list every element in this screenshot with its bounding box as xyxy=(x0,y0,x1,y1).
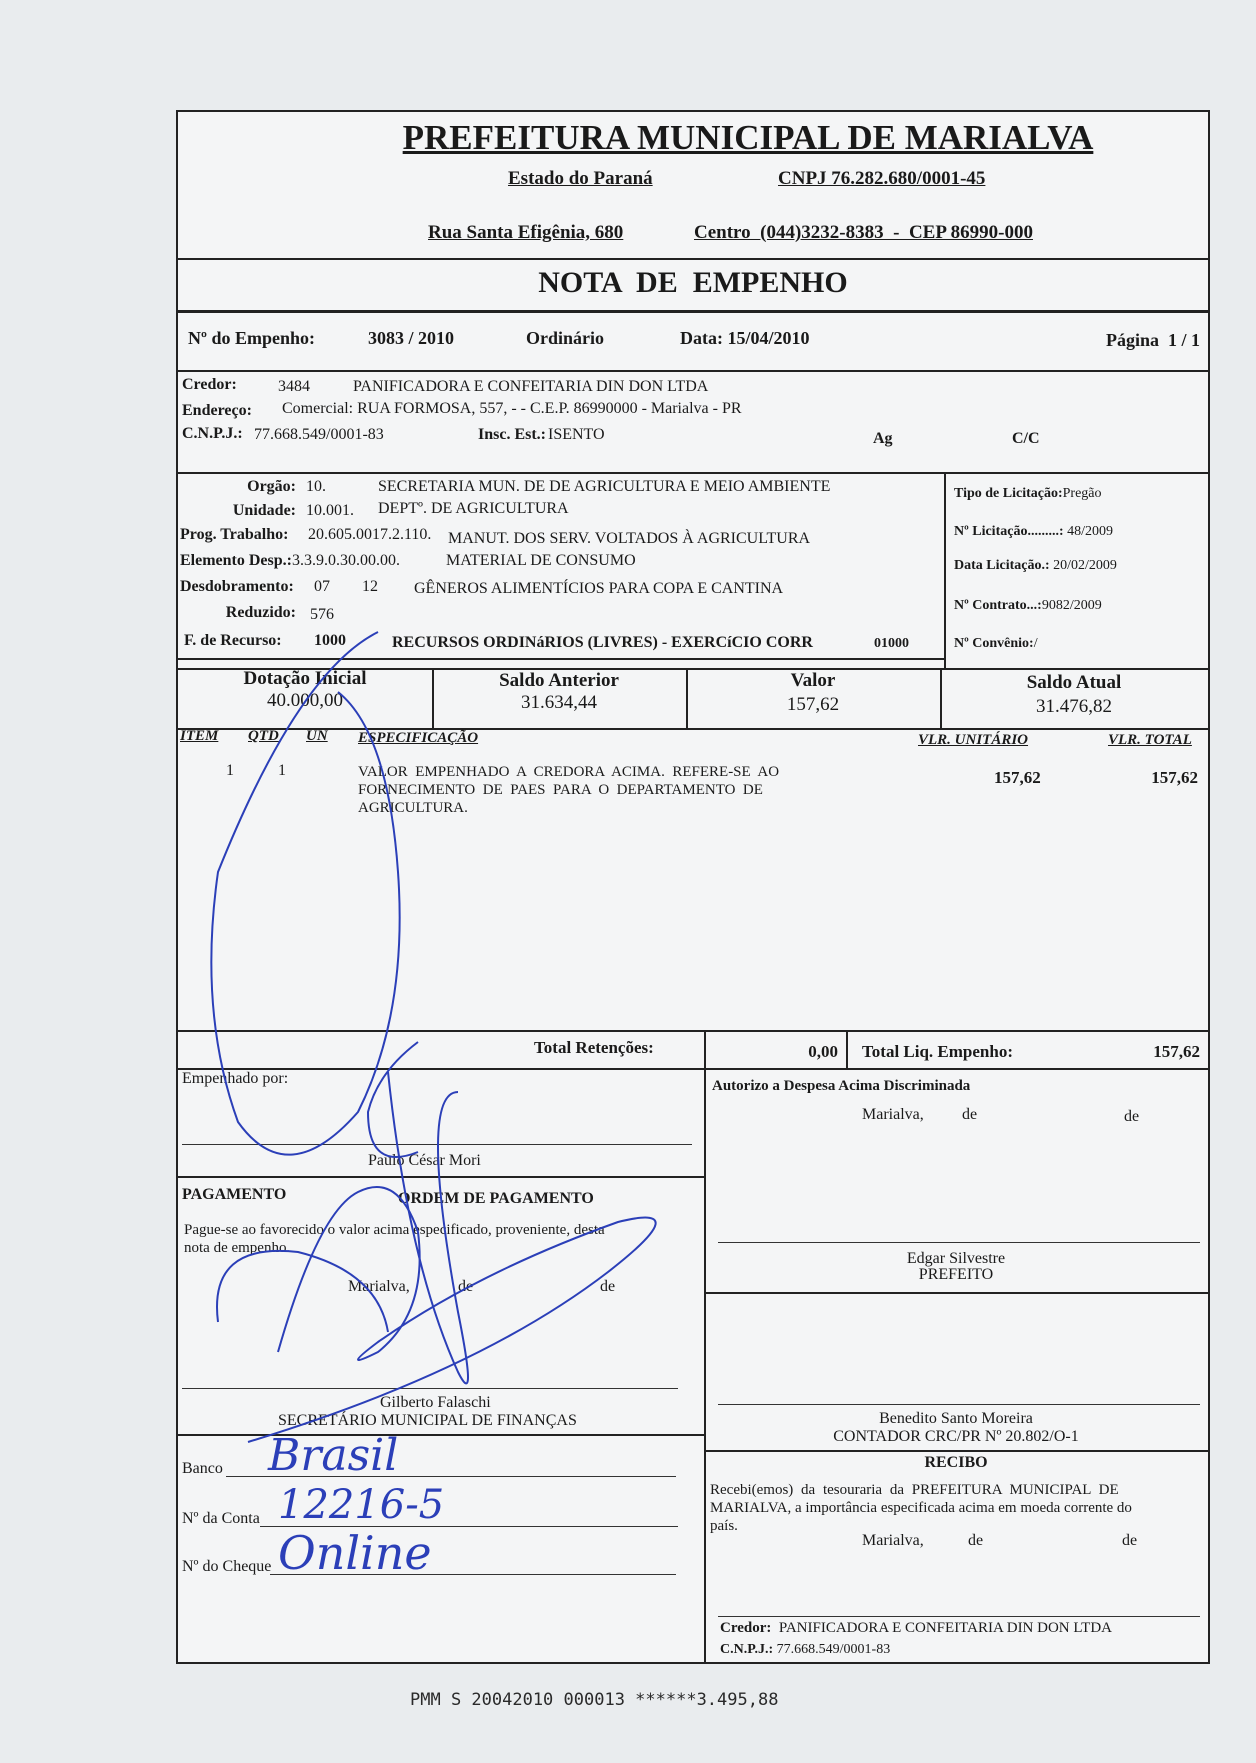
recibo-cnpj: C.N.P.J.: 77.668.549/0001-83 xyxy=(720,1642,891,1657)
dotacao-inicial-value: 40.000,00 xyxy=(267,690,343,711)
recibo-credor: Credor: PANIFICADORA E CONFEITARIA DIN DON LTDA xyxy=(720,1620,1113,1636)
saldo-atual-label: Saldo Atual xyxy=(1026,672,1122,693)
item-unit-value: 157,62 xyxy=(994,768,1041,787)
pague-line2: nota de empenho. xyxy=(184,1240,291,1256)
ordem-de2: de xyxy=(600,1278,616,1295)
credor-code: 3484 xyxy=(278,378,310,395)
state-name: Estado do Paraná xyxy=(508,168,653,189)
total-liquido-label: Total Liq. Empenho: xyxy=(862,1042,1013,1061)
recibo-title: RECIBO xyxy=(924,1454,988,1471)
insc-value: ISENTO xyxy=(548,426,605,443)
desdobramento-a: 07 xyxy=(314,578,330,595)
prefeitura-contact: Centro (044)3232-8383 - CEP 86990-000 xyxy=(694,222,1033,243)
item-total-value: 157,62 xyxy=(1151,768,1198,787)
dotacao-inicial-label: Dotação Inicial xyxy=(243,668,367,689)
conta-label: Nº da Conta xyxy=(182,1510,260,1527)
data-licitacao: Data Licitação.: 20/02/2009 xyxy=(954,558,1117,573)
endereco-label: Endereço: xyxy=(182,402,252,419)
item-number: 1 xyxy=(226,762,234,779)
elemento-code: 3.3.9.0.30.00.00. xyxy=(292,552,400,569)
cheque-handwritten: Online xyxy=(278,1526,432,1580)
col-item: ITEM xyxy=(180,728,219,744)
item-spec-line2: FORNECIMENTO DE PAES PARA O DEPARTAMENTO DE xyxy=(358,782,763,798)
footer-stamp: PMM S 20042010 000013 ******3.495,88 xyxy=(410,1690,779,1710)
col-valor-total: VLR. TOTAL xyxy=(1108,732,1192,748)
ordem-pagamento-label: ORDEM DE PAGAMENTO xyxy=(398,1190,594,1207)
reduzido-label: Reduzido: xyxy=(225,604,296,621)
valor-label: Valor xyxy=(790,670,836,691)
cheque-label: Nº do Cheque xyxy=(182,1558,272,1575)
col-qtd: QTD xyxy=(248,728,279,744)
total-retencoes-label: Total Retenções: xyxy=(534,1038,654,1057)
saldo-anterior-label: Saldo Anterior xyxy=(499,670,619,691)
banco-handwritten: Brasil xyxy=(268,1430,399,1481)
recibo-de1: de xyxy=(968,1532,984,1549)
prefeito-title: PREFEITO xyxy=(918,1266,994,1283)
reduzido-value: 576 xyxy=(310,606,334,623)
banco-label: Banco xyxy=(182,1460,223,1477)
document-title: NOTA DE EMPENHO xyxy=(538,266,848,299)
item-quantity: 1 xyxy=(278,762,286,779)
empenhado-label: Empenhado por: xyxy=(182,1070,289,1087)
desdobramento-label: Desdobramento: xyxy=(180,578,294,595)
autorizo-de1: de xyxy=(962,1106,978,1123)
autorizo-marialva: Marialva, xyxy=(862,1106,924,1123)
empenho-number: 3083 / 2010 xyxy=(368,328,455,348)
conta-handwritten: 12216-5 xyxy=(278,1482,445,1528)
autorizo-de2: de xyxy=(1124,1108,1140,1125)
prog-label: Prog. Trabalho: xyxy=(180,526,289,543)
prefeitura-address: Rua Santa Efigênia, 680 xyxy=(428,222,624,243)
empenhado-name: Paulo César Mori xyxy=(368,1152,481,1169)
empenho-date: Data: 15/04/2010 xyxy=(680,328,810,348)
col-valor-unitario: VLR. UNITÁRIO xyxy=(918,732,1029,748)
contador-title: CONTADOR CRC/PR Nº 20.802/O-1 xyxy=(833,1428,1079,1445)
prefeito-name: Edgar Silvestre xyxy=(906,1250,1006,1267)
item-spec-line1: VALOR EMPENHADO A CREDORA ACIMA. REFERE-SE AO xyxy=(358,764,780,780)
prog-code: 20.605.0017.2.110. xyxy=(308,526,432,543)
pagamento-label: PAGAMENTO xyxy=(182,1186,287,1203)
ordem-marialva: Marialva, xyxy=(348,1278,410,1295)
credor-cnpj: 77.668.549/0001-83 xyxy=(254,426,384,443)
tipo-licitacao: Tipo de Licitação:Pregão xyxy=(954,486,1102,501)
prog-desc: MANUT. DOS SERV. VOLTADOS À AGRICULTURA xyxy=(448,530,811,547)
fonte-desc: RECURSOS ORDINáRIOS (LIVRES) - EXERCíCIO CORR xyxy=(392,634,813,651)
page-number: Página 1 / 1 xyxy=(1105,330,1200,350)
credor-name: PANIFICADORA E CONFEITARIA DIN DON LTDA xyxy=(353,378,709,395)
cnpj-prefeitura: CNPJ 76.282.680/0001-45 xyxy=(778,168,986,189)
recibo-text-line1: Recebi(emos) da tesouraria da PREFEITURA MUNICIPAL DE xyxy=(710,1482,1119,1498)
orgao-code: 10. xyxy=(306,478,326,495)
col-un: UN xyxy=(306,728,328,744)
recibo-marialva: Marialva, xyxy=(862,1532,924,1549)
col-especificacao: ESPECIFICAÇÃO xyxy=(358,730,479,746)
numero-convenio: Nº Convênio:/ xyxy=(954,636,1038,651)
saldo-anterior-value: 31.634,44 xyxy=(521,692,597,713)
credor-cnpj-label: C.N.P.J.: xyxy=(182,425,243,442)
unidade-desc: DEPTº. DE AGRICULTURA xyxy=(378,500,569,517)
desdobramento-desc: GÊNEROS ALIMENTÍCIOS PARA COPA E CANTINA xyxy=(414,580,784,597)
fonte-code: 1000 xyxy=(314,632,346,649)
orgao-desc: SECRETARIA MUN. DE DE AGRICULTURA E MEIO AMBIENTE xyxy=(378,478,831,495)
recibo-text-line2: MARIALVA, a importância especificada acima em moeda corrente do xyxy=(710,1500,1132,1516)
secretario-title: SECRETÁRIO MUNICIPAL DE FINANÇAS xyxy=(278,1412,577,1429)
pague-line1: Pague-se ao favorecido o valor acima especificado, proveniente, desta xyxy=(184,1222,605,1238)
fonte-code-2: 01000 xyxy=(874,636,909,651)
empenho-type: Ordinário xyxy=(526,328,605,348)
numero-licitacao: Nº Licitação.........: 48/2009 xyxy=(954,524,1113,539)
orgao-label: Orgão: xyxy=(247,478,296,495)
total-retencoes-value: 0,00 xyxy=(808,1042,838,1061)
unidade-label: Unidade: xyxy=(232,502,296,519)
total-liquido-value: 157,62 xyxy=(1153,1042,1200,1061)
credor-address: Comercial: RUA FORMOSA, 557, - - C.E.P. 86990000 - Marialva - PR xyxy=(282,400,742,417)
agencia-label: Ag xyxy=(873,430,893,447)
item-spec-line3: AGRICULTURA. xyxy=(358,800,468,816)
elemento-label: Elemento Desp.: xyxy=(180,552,292,569)
conta-corrente-label: C/C xyxy=(1012,430,1040,447)
empenho-label: Nº do Empenho: xyxy=(188,328,315,348)
prefeitura-title: PREFEITURA MUNICIPAL DE MARIALVA xyxy=(402,118,1094,157)
numero-contrato: Nº Contrato...:9082/2009 xyxy=(954,598,1102,613)
recibo-de2: de xyxy=(1122,1532,1138,1549)
saldo-atual-value: 31.476,82 xyxy=(1036,696,1112,717)
fonte-label: F. de Recurso: xyxy=(184,632,282,649)
recibo-text-line3: país. xyxy=(710,1518,738,1534)
credor-label: Credor: xyxy=(182,376,237,393)
nota-empenho-form xyxy=(176,110,1210,1664)
valor-value: 157,62 xyxy=(786,694,840,715)
insc-label: Insc. Est.: xyxy=(478,426,547,443)
unidade-code: 10.001. xyxy=(306,502,354,519)
autorizo-label: Autorizo a Despesa Acima Discriminada xyxy=(712,1078,971,1094)
secretario-name: Gilberto Falaschi xyxy=(380,1394,491,1411)
desdobramento-b: 12 xyxy=(362,578,378,595)
ordem-de1: de xyxy=(458,1278,474,1295)
elemento-desc: MATERIAL DE CONSUMO xyxy=(446,552,636,569)
contador-name: Benedito Santo Moreira xyxy=(879,1410,1033,1427)
